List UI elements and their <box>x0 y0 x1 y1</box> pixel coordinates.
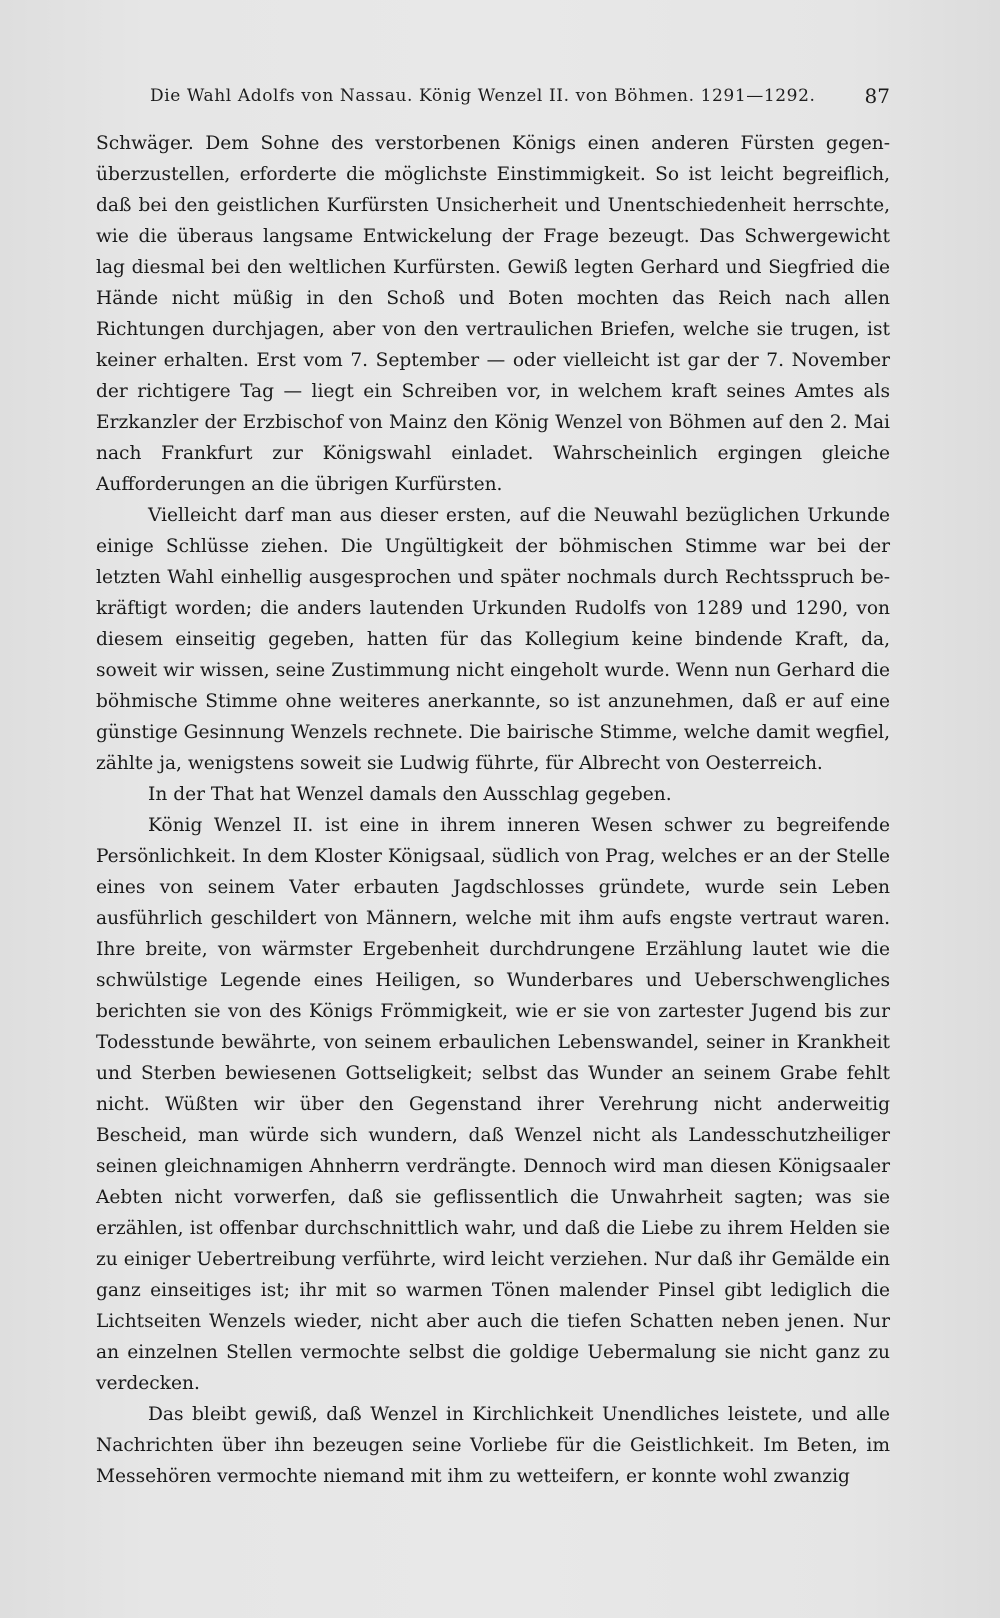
paragraph: In der That hat Wenzel damals den Ausschlag gegeben. <box>148 784 672 805</box>
paragraph: Das bleibt gewiß, daß Wenzel in Kirchlichkeit Unendliches leistete, und alle Nachrichten über ihn bezeugen seine Vorliebe für die Geistlichkeit. Im Beten, im Messehören vermochte niemand mit ihm zu wetteifern, er konnte wohl zwanzig <box>96 1404 890 1487</box>
page-number: 87 <box>864 84 890 108</box>
paragraph: Vielleicht darf man aus dieser ersten, auf die Neuwahl bezüglichen Urkunde einige Schlüsse ziehen. Die Ungültigkeit der böhmischen Stimme war bei der letzten Wahl einhellig ausgesprochen und später nochmals durch Rechtsspruch bekräftigt worden; die anders lautenden Urkunden Rudolfs von 1289 und 1290, von diesem einseitig gegeben, hatten für das Kollegium keine bindende Kraft, da, soweit wir wissen, seine Zustimmung nicht eingeholt wurde. Wenn nun Gerhard die böhmische Stimme ohne weiteres anerkannte, so ist anzunehmen, daß er auf eine günstige Gesinnung Wenzels rechnete. Die bairische Stimme, welche damit wegfiel, zählte ja, wenigstens soweit sie Ludwig führte, für Albrecht von Oesterreich. <box>96 505 890 774</box>
body-text <box>96 128 890 1492</box>
paragraph-continuation: Schwäger. Dem Sohne des verstorbenen Königs einen anderen Fürsten gegenüberzustellen, erforderte die möglichste Einstimmigkeit. So ist leicht begreiflich, daß bei den geistlichen Kurfürsten Unsicherheit und Unentschiedenheit herrschte, wie die überaus langsame Entwickelung der Frage bezeugt. Das Schwergewicht lag diesmal bei den weltlichen Kurfürsten. Gewiß legten Gerhard und Siegfried die Hände nicht müßig in den Schoß und Boten mochten das Reich nach allen Richtungen durchjagen, aber von den vertraulichen Briefen, welche sie trugen, ist keiner erhalten. Erst vom 7. September — oder vielleicht ist gar der 7. November der richtigere Tag — liegt ein Schreiben vor, in welchem kraft seines Amtes als Erzkanzler der Erzbischof von Mainz den König Wenzel von Böhmen auf den 2. Mai nach Frankfurt zur Königswahl einladet. Wahrscheinlich ergingen gleiche Aufforderungen an die übrigen Kurfürsten. <box>96 133 890 495</box>
paragraph: König Wenzel II. ist eine in ihrem inneren Wesen schwer zu begreifende Persönlichkeit. In dem Kloster Königsaal, südlich von Prag, welches er an der Stelle eines von seinem Vater erbauten Jagdschlosses gründete, wurde sein Leben ausführlich geschildert von Männern, welche mit ihm aufs engste vertraut waren. Ihre breite, von wärmster Ergebenheit durchdrungene Erzählung lautet wie die schwülstige Legende eines Heiligen, so Wunderbares und Ueberschwengliches berichten sie von des Königs Frömmigkeit, wie er sie von zartester Jugend bis zur Todesstunde bewährte, von seinem erbaulichen Lebenswandel, seiner in Krankheit und Sterben bewiesenen Gottseligkeit; selbst das Wunder an seinem Grabe fehlt nicht. Wüßten wir über den Gegenstand ihrer Verehrung nicht anderweitig Bescheid, man würde sich wundern, daß Wenzel nicht als Landesschutzheiliger seinen gleichnamigen Ahnherrn verdrängte. Dennoch wird man diesen Königsaaler Aebten nicht vorwerfen, daß sie geflissentlich die Unwahrheit sagten; was sie erzählen, ist offenbar durchschnittlich wahr, und daß die Liebe zu ihrem Helden sie zu einiger Uebertreibung verführte, wird leicht verziehen. Nur daß ihr Gemälde ein ganz einseitiges ist; ihr mit so warmen Tönen malender Pinsel gibt lediglich die Lichtseiten Wenzels wieder, nicht aber auch die tiefen Schatten neben jenen. Nur an einzelnen Stellen vermochte selbst die goldige Uebermalung sie nicht ganz zu verdecken. <box>96 815 890 1394</box>
running-head: Die Wahl Adolfs von Nassau. König Wenzel II. von Böhmen. 1291—1292. <box>150 86 816 106</box>
page-header <box>150 84 890 112</box>
